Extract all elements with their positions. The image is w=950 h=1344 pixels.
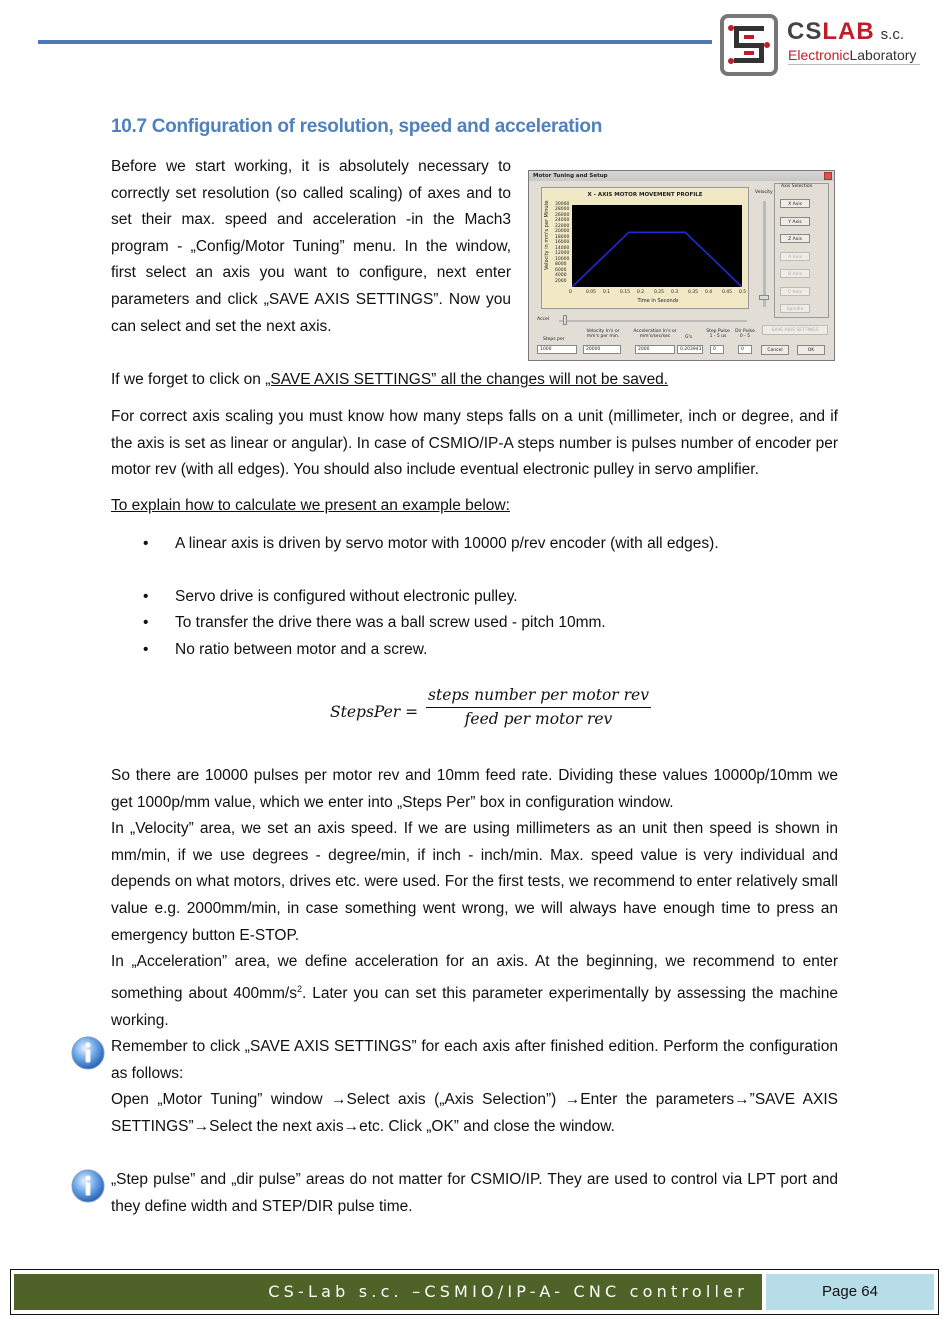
x-tick-label: 0.1 xyxy=(603,290,611,295)
cancel-button[interactable]: Cancel xyxy=(761,345,789,355)
save-axis-settings-button[interactable]: SAVE AXIS SETTINGS xyxy=(762,325,828,335)
accel-slider[interactable] xyxy=(559,320,747,322)
cslab-logo-icon xyxy=(720,14,778,76)
axis-button-y-axis[interactable]: Y Axis xyxy=(780,217,810,226)
formula-numerator: steps number per motor rev xyxy=(426,686,651,708)
footer-title: CS-Lab s.c. –CSMIO/IP-A- CNC controller xyxy=(14,1274,762,1310)
steps-per-input[interactable]: 1000 xyxy=(537,345,577,354)
axis-button-spindle[interactable]: Spindle xyxy=(780,304,810,313)
y-tick-label: 8000 xyxy=(555,262,567,268)
header-rule xyxy=(38,40,712,44)
window-title: Motor Tuning and Setup xyxy=(529,171,834,181)
list-item: • Servo drive is configured without electronic pulley. xyxy=(143,588,518,605)
configuration-steps: Open „Motor Tuning” window →Select axis („Axis Selection”) →Enter the parameters→”SAVE AXIS SETTINGS”→Select the next axis→etc. Click „OK” and close the window. xyxy=(111,1091,838,1135)
example-intro: To explain how to calculate we present an example below: xyxy=(111,497,510,514)
y-tick-label: 16000 xyxy=(555,240,570,246)
velocity-profile-line xyxy=(572,232,742,287)
axis-button-x-axis[interactable]: X Axis xyxy=(780,199,810,208)
section-heading: 10.7 Configuration of resolution, speed and acceleration xyxy=(111,116,603,137)
velocity-input[interactable]: 20000 xyxy=(583,345,621,354)
list-item: • To transfer the drive there was a ball screw used - pitch 10mm. xyxy=(143,614,606,631)
y-tick-label: 14000 xyxy=(555,245,570,251)
y-tick-label: 26000 xyxy=(555,212,570,218)
x-tick-label: 0.4 xyxy=(705,290,713,295)
y-tick-label: 24000 xyxy=(555,218,570,224)
acceleration-paragraph: In „Acceleration” area, we define acceleration for an axis. At the beginning, we recommend to enter something about $400mm/s^2$. Later you can set this parameter experimentally by assessing the machine working. xyxy=(111,953,838,1029)
dir-pulse-label: Dir Pulse 0 - 5 xyxy=(735,329,755,339)
x-tick-label: 0.45 xyxy=(722,290,733,295)
settings-text-block xyxy=(111,763,838,1220)
y-tick-label: 22000 xyxy=(555,223,570,229)
steps-per-label: Steps per xyxy=(543,337,565,342)
accel-slider-handle[interactable] xyxy=(563,315,567,325)
x-tick-label: 0.3 xyxy=(671,290,679,295)
chart-svg xyxy=(572,205,742,287)
y-tick-label: 20000 xyxy=(555,229,570,235)
velocity-slider[interactable] xyxy=(763,201,766,307)
x-tick-label: 0.5 xyxy=(739,290,747,295)
scaling-paragraph: For correct axis scaling you must know how many steps falls on a unit (millimeter, inch or degree, and if the axis is set as linear or angular). In case of CSMIO/IP-A steps number is pulses number of encoder per motor rev (with all edges). You should also include eventual electronic pulley in servo amplifier. xyxy=(111,408,838,479)
x-tick-label: 0.25 xyxy=(654,290,665,295)
y-tick-label: 10000 xyxy=(555,256,570,262)
x-tick-label: 0.35 xyxy=(688,290,699,295)
chart-plot-area xyxy=(572,205,742,287)
chart-title: X - AXIS MOTOR MOVEMENT PROFILE xyxy=(587,192,703,198)
velocity-slider-handle[interactable] xyxy=(759,295,769,300)
y-tick-label: 18000 xyxy=(555,234,570,240)
info-icon xyxy=(70,1168,106,1204)
close-icon xyxy=(824,172,832,180)
step-pulse-label: Step Pulse 1 - 5 us xyxy=(706,329,730,339)
acceleration-input[interactable]: 2000 xyxy=(635,345,675,354)
list-item: • A linear axis is driven by servo motor with 10000 p/rev encoder (with all edges). xyxy=(143,535,719,552)
y-tick-label: 12000 xyxy=(555,251,570,257)
page-number: Page 64 xyxy=(766,1274,934,1310)
chart-ylabel: Velocity in mm's per Minute xyxy=(544,200,550,270)
acceleration-field-label: Acceleration In's or mm's/sec/sec xyxy=(633,329,677,339)
x-tick-label: 0.05 xyxy=(586,290,597,295)
axis-button-b-axis[interactable]: B Axis xyxy=(780,269,810,278)
list-item: • No ratio between motor and a screw. xyxy=(143,641,428,658)
x-tick-label: 0 xyxy=(569,290,572,295)
dir-pulse-input[interactable]: 0 xyxy=(738,345,752,354)
axis-button-a-axis[interactable]: A Axis xyxy=(780,252,810,261)
velocity-field-label: Velocity In's or mm's per min. xyxy=(586,329,620,339)
remember-note: Remember to click „SAVE AXIS SETTINGS” for each axis after finished edition. Perform the configuration as follows: xyxy=(111,1038,838,1082)
y-tick-label: 6000 xyxy=(555,267,567,273)
gs-input[interactable]: 0.203943 xyxy=(677,345,703,354)
logo-underline xyxy=(788,64,920,65)
velocity-paragraph: In „Velocity” area, we set an axis speed. If we are using millimeters as an unit then speed is shown in mm/min, if we use degrees - degree/min, if inch - inch/min. Max. speed value is very individual and depends on what motors, drives etc. were used. For the first tests, we recommend to enter relatively small value e.g. 2000mm/min, in case something went wrong, we will always have enough time to press an emergency button E-STOP. xyxy=(111,820,838,944)
y-tick-label: 2000 xyxy=(555,278,567,284)
gs-label: G's xyxy=(685,335,693,340)
formula-denominator: feed per motor rev xyxy=(464,710,613,728)
intro-paragraph: Before we start working, it is absolutely necessary to correctly set resolution (so called scaling) of axes and to set their max. speed and acceleration -in the Mach3 program - „Config/Motor Tuning” menu. In the window, first select an axis you want to configure, next enter parameters and click „SAVE AXIS SETTINGS”. Now you can select and set the next axis. xyxy=(111,158,511,335)
axis-button-z-axis[interactable]: Z Axis xyxy=(780,234,810,243)
motor-tuning-screenshot xyxy=(528,170,835,361)
step-pulse-note: „Step pulse” and „dir pulse” areas do not matter for CSMIO/IP. They are used to control via LPT port and they define width and STEP/DIR pulse time. xyxy=(111,1171,838,1215)
logo-tagline: ElectronicLaboratory xyxy=(788,47,917,63)
y-tick-label: 4000 xyxy=(555,273,567,279)
profile-chart xyxy=(541,187,749,309)
axis-selection-label: Axis Selection xyxy=(781,184,813,189)
info-icon xyxy=(70,1035,106,1071)
velocity-slider-label: Velocity xyxy=(755,190,773,195)
forget-note: If we forget to click on „SAVE AXIS SETTINGS” all the changes will not be saved. xyxy=(111,371,669,388)
formula-lhs: StepsPer = xyxy=(330,703,419,721)
result-paragraph: So there are 10000 pulses per motor rev and 10mm feed rate. Dividing these values 10000p/10mm we get 1000p/mm value, which we enter into „Steps Per” box in configuration window. xyxy=(111,767,838,811)
y-tick-label: 30000 xyxy=(555,202,570,207)
axis-button-c-axis[interactable]: C Axis xyxy=(780,287,810,296)
logo-wordmark: CSLAB s.c. xyxy=(787,18,905,45)
y-tick-label: 28000 xyxy=(555,207,570,213)
chart-xlabel: Time in Seconds xyxy=(637,298,679,304)
x-tick-label: 0.2 xyxy=(637,290,645,295)
x-tick-label: 0.15 xyxy=(620,290,631,295)
ok-button[interactable]: OK xyxy=(797,345,825,355)
accel-label: Accel xyxy=(537,317,549,322)
step-pulse-input[interactable]: 0 xyxy=(710,345,724,354)
